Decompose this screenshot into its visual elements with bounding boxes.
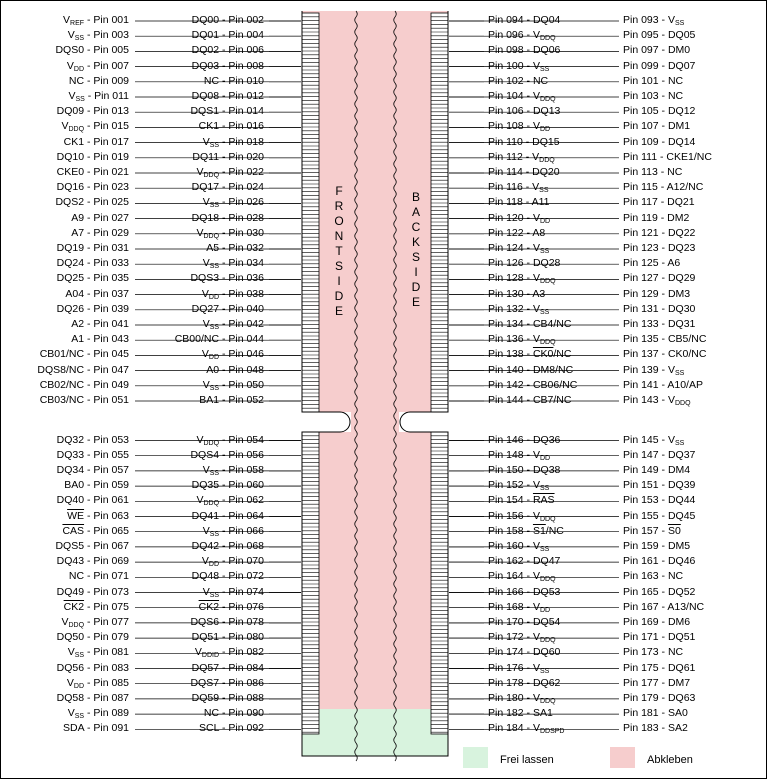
col3-pin-label: Pin 106 - DQ13 (488, 105, 561, 118)
side-label-letter: I (337, 274, 341, 288)
col3-pin-label: Pin $120 - V_{DD}$ (488, 211, 551, 225)
col3-pin-label: Pin 142 - CB06/NC (488, 378, 578, 391)
col4-pin-label: Pin 169 - DM6 (623, 615, 691, 628)
col4-pin-label: Pin 095 - DQ05 (623, 29, 696, 42)
col4-pin-label: Pin 153 - DQ44 (623, 494, 696, 507)
col1-pin-label: DQS5 - Pin 067 (55, 539, 129, 552)
col4-pin-label: Pin 123 - DQ23 (623, 242, 696, 254)
col3-pin-label: Pin $184 - V_{DDSPD}$ (488, 722, 565, 736)
col1-pin-label: DQ40 - Pin 061 (56, 494, 129, 507)
side-label-letter: F (335, 184, 343, 198)
col1-pin-label: $V_{DD}$ - Pin 007 (66, 59, 129, 73)
col2-pin-label: DQ01 - Pin 004 (191, 29, 264, 42)
col2-pin-label: DQ48 - Pin 072 (191, 570, 264, 583)
col3-pin-label: Pin $132 - V_{SS}$ (488, 302, 550, 316)
col2-pin-label: A0 - Pin 048 (206, 363, 264, 376)
col1-pin-label: DQS8/NC - Pin 047 (37, 363, 129, 376)
col2-pin-label: NC - Pin 090 (203, 707, 264, 720)
col2-pin-label: $V_{SS}$ - Pin 042 (202, 318, 264, 331)
col1-pin-label: DQ19 - Pin 031 (56, 242, 129, 254)
col2-pin-label: $V_{DDQ}$ - Pin 022 (196, 166, 264, 179)
col4-pin-label: Pin 183 - SA2 (623, 722, 688, 735)
col3-pin-label: Pin $172 - V_{DDQ}$ (488, 631, 556, 645)
col4-pin-label: Pin 133 - DQ31 (623, 318, 696, 330)
col2-pin-label: DQ35 - Pin 060 (191, 479, 264, 492)
col1-pin-label: DQ43 - Pin 069 (56, 555, 129, 568)
col4-pin-label: Pin 121 - DQ22 (623, 226, 696, 239)
free-area (302, 709, 448, 756)
col3-pin-label: Pin $108 - V_{DD}$ (488, 120, 551, 134)
col2-pin-label: $V_{SS}$ - Pin 066 (202, 524, 264, 538)
right-pin-contacts (431, 13, 448, 734)
col3-pin-label: Pin $168 - V_{DD}$ (488, 600, 551, 614)
col1-pin-label: NC - Pin 071 (68, 570, 129, 583)
col4-pin-label: Pin 107 - DM1 (623, 120, 691, 133)
col1-pin-label: DQ58 - Pin 087 (56, 691, 129, 704)
col1-pin-label: NC - Pin 009 (68, 74, 129, 87)
col2-pin-label: DQ41 - Pin 064 (191, 509, 264, 522)
col4-pin-label: Pin 113 - NC (623, 166, 683, 178)
col2-pin-label: CB00/NC - Pin 044 (174, 333, 264, 346)
col1-pin-label: DQ56 - Pin 083 (56, 661, 129, 674)
col1-pin-label: CB01/NC - Pin 045 (39, 348, 129, 361)
col2-pin-label: DQS3 - Pin 036 (190, 272, 264, 285)
col4-pin-label: Pin 165 - DQ52 (623, 585, 696, 598)
col3-pin-label: Pin 182 - SA1 (488, 707, 553, 720)
col4-pin-label: Pin 155 - DQ45 (623, 509, 696, 522)
col2-pin-label: DQS7 - Pin 086 (190, 676, 264, 689)
col1-pin-label: $V_{SS}$ - Pin 081 (67, 646, 129, 660)
col4-pin-label: Pin $143 - V_{DDQ}$ (623, 394, 691, 407)
col2-pin-label: $V_{SS}$ - Pin 026 (202, 196, 264, 210)
col4-pin-label: Pin 131 - DQ30 (623, 302, 696, 315)
col4-pin-label: Pin 173 - NC (623, 646, 684, 659)
col1-pin-label: DQS0 - Pin 005 (55, 44, 129, 57)
left-pin-contacts (302, 13, 319, 734)
side-label-letter: A (411, 205, 421, 219)
col2-pin-label: DQ02 - Pin 006 (191, 44, 264, 57)
col1-pin-label: CK2 - Pin 075 (63, 600, 129, 613)
col4-pin-label: Pin 141 - A10/AP (623, 378, 703, 391)
col1-pin-label: A9 - Pin 027 (71, 211, 129, 224)
col1-pin-label: A1 - Pin 043 (71, 333, 129, 346)
col2-pin-label: DQS4 - Pin 056 (190, 448, 264, 461)
legend-label-free: Frei lassen (500, 754, 554, 766)
col4-pin-label: Pin 127 - DQ29 (623, 272, 696, 285)
col3-pin-label: Pin $154 - \overline{RAS}$ (488, 494, 555, 507)
col4-pin-label: Pin 177 - DM7 (623, 676, 691, 689)
col3-pin-label: Pin $176 - V_{SS}$ (488, 661, 550, 675)
col2-pin-label: DQ42 - Pin 068 (191, 539, 264, 552)
side-label-letter: B (411, 190, 421, 204)
col1-pin-label: A7 - Pin 029 (71, 226, 129, 239)
legend-swatch-free (463, 747, 488, 768)
col3-pin-label: Pin $096 - V_{DDQ}$ (488, 29, 556, 43)
col1-pin-label: DQ26 - Pin 039 (56, 302, 129, 315)
col3-pin-label: Pin $116 - V_{SS}$ (488, 181, 549, 195)
col4-pin-label: Pin 105 - DQ12 (623, 105, 696, 118)
left-notch-cutout (301, 412, 351, 432)
col3-pin-label: Pin 118 - A11 (488, 196, 550, 209)
side-label-letter: S (411, 250, 421, 264)
col1-pin-label: SDA - Pin 091 (63, 722, 129, 735)
legend-label-tape: Abkleben (647, 754, 693, 766)
side-label-letter: C (411, 220, 421, 234)
col2-pin-label: DQ03 - Pin 008 (191, 59, 264, 72)
col3-pin-label: Pin $148 - V_{DD}$ (488, 448, 551, 462)
col4-pin-label: Pin 135 - CB5/NC (623, 333, 707, 346)
col1-pin-label: DQS2 - Pin 025 (55, 196, 129, 209)
right-notch-cutout (399, 412, 449, 432)
col4-pin-label: Pin 137 - CK0/NC (623, 348, 707, 361)
col3-pin-label: Pin 138 - CK0/NC (488, 348, 572, 361)
col4-pin-label: Pin 111 - CKE1/NC (623, 150, 712, 163)
col2-pin-label: DQS1 - Pin 014 (190, 105, 264, 118)
col2-pin-label: $V_{SS}$ - Pin 074 (202, 585, 264, 599)
side-label-letter: N (334, 229, 344, 243)
col4-pin-label: Pin 167 - A13/NC (623, 600, 705, 613)
left-pin-strip (302, 13, 319, 412)
col1-pin-label: CB03/NC - Pin 051 (39, 394, 129, 406)
col2-pin-label: $V_{DDQ}$ - Pin 062 (196, 494, 264, 508)
col4-pin-label: Pin 161 - DQ46 (623, 555, 696, 568)
col2-pin-label: SCL - Pin 092 (199, 722, 264, 735)
col1-pin-label: A2 - Pin 041 (71, 318, 129, 330)
col3-pin-label: Pin 140 - DM8/NC (488, 363, 574, 376)
col4-pin-label: Pin 097 - DM0 (623, 44, 691, 57)
col2-pin-label: $V_{DD}$ - Pin 070 (201, 555, 264, 569)
col3-pin-label: Pin $100 - V_{SS}$ (488, 59, 550, 73)
col1-pin-label: BA0 - Pin 059 (64, 479, 129, 492)
col4-pin-label: Pin 147 - DQ37 (623, 448, 696, 461)
side-label-letter: R (334, 199, 344, 213)
col2-pin-label: DQ08 - Pin 012 (191, 90, 264, 102)
col4-pin-label: Pin 129 - DM3 (623, 287, 691, 300)
col2-pin-label: $V_{DDQ}$ - Pin 030 (196, 226, 264, 240)
col3-pin-label: Pin $136 - V_{DDQ}$ (488, 333, 556, 347)
col1-pin-label: $V_{DDQ}$ - Pin 077 (61, 615, 129, 629)
col4-pin-label: Pin 159 - DM5 (623, 539, 691, 552)
side-label-letter: K (411, 235, 421, 249)
col2-pin-label: $V_{DDQ}$ - Pin 054 (196, 433, 264, 447)
col1-pin-label: $V_{SS}$ - Pin 011 (68, 90, 129, 103)
tape-area (302, 11, 448, 709)
col1-pin-label: DQ50 - Pin 079 (56, 631, 129, 644)
col2-pin-label: CK1 - Pin 016 (198, 120, 264, 133)
col1-pin-label: DQ09 - Pin 013 (56, 105, 129, 118)
col3-pin-label: Pin 170 - DQ54 (488, 615, 561, 628)
col4-pin-label: Pin $093 - V_{SS}$ (623, 14, 685, 27)
col3-pin-label: Pin 114 - DQ20 (488, 166, 560, 178)
col3-pin-label: Pin 130 - A3 (488, 287, 546, 300)
col3-pin-label: Pin 158 - S1/NC (488, 524, 564, 537)
col2-pin-label: A5 - Pin 032 (206, 242, 264, 254)
col2-pin-label: DQ57 - Pin 084 (191, 661, 264, 674)
col3-pin-label: Pin 166 - DQ53 (488, 585, 561, 598)
col1-pin-label: $V_{DDQ}$ - Pin 015 (61, 120, 129, 134)
col3-pin-label: Pin $104 - V_{DDQ}$ (488, 90, 556, 103)
col3-pin-label: Pin 174 - DQ60 (488, 646, 561, 659)
col3-pin-label: Pin 094 - DQ04 (488, 14, 561, 26)
col3-pin-label: Pin 146 - DQ36 (488, 433, 561, 446)
col1-pin-label: $V_{REF}$ - Pin 001 (63, 14, 129, 27)
col2-pin-label: DQ27 - Pin 040 (191, 302, 264, 315)
col1-pin-label: DQ49 - Pin 073 (56, 585, 129, 598)
col3-pin-label: Pin 150 - DQ38 (488, 463, 561, 476)
right-pin-strip (431, 432, 448, 734)
col4-pin-label: Pin 175 - DQ61 (623, 661, 696, 674)
col1-pin-label: $\overline{WE}$ - Pin 063 (67, 509, 129, 522)
col3-pin-label: Pin $160 - V_{SS}$ (488, 539, 550, 553)
col4-pin-label: Pin 149 - DM4 (623, 463, 691, 476)
col1-pin-label: DQ33 - Pin 055 (56, 448, 129, 461)
side-label-letter: E (334, 304, 344, 318)
col2-pin-label: DQ00 - Pin 002 (191, 14, 264, 26)
col4-pin-label: Pin 101 - NC (623, 74, 684, 87)
col2-pin-label: NC - Pin 010 (203, 74, 264, 87)
col1-pin-label: CKE0 - Pin 021 (56, 166, 129, 178)
col1-pin-label: $V_{DD}$ - Pin 085 (66, 676, 129, 690)
col2-pin-label: $V_{SS}$ - Pin 018 (202, 135, 264, 149)
side-label-letter: D (411, 280, 421, 294)
col1-pin-label: $V_{SS}$ - Pin 003 (67, 29, 129, 43)
col4-pin-label: Pin 109 - DQ14 (623, 135, 696, 148)
col3-pin-label: Pin 178 - DQ62 (488, 676, 561, 689)
col3-pin-label: Pin 134 - CB4/NC (488, 318, 572, 330)
col3-pin-label: Pin $112 - V_{DDQ}$ (488, 150, 555, 164)
col2-pin-label: $V_{SS}$ - Pin 034 (202, 257, 264, 271)
side-label-letter: O (334, 214, 344, 228)
col3-pin-label: Pin 102 - NC (488, 74, 549, 87)
col1-pin-label: $V_{SS}$ - Pin 089 (67, 707, 129, 721)
col4-pin-label: Pin 119 - DM2 (623, 211, 690, 224)
col4-pin-label: Pin 181 - SA0 (623, 707, 688, 720)
col1-pin-label: DQ16 - Pin 023 (56, 181, 129, 194)
col4-pin-label: Pin 163 - NC (623, 570, 684, 583)
col2-pin-label: DQ17 - Pin 024 (191, 181, 264, 194)
col2-pin-label: DQ59 - Pin 088 (191, 691, 264, 704)
legend-swatch-tape (610, 747, 635, 768)
col4-pin-label: Pin 099 - DQ07 (623, 59, 696, 72)
col2-pin-label: $V_{DD}$ - Pin 038 (201, 287, 264, 301)
col3-pin-label: Pin $128 - V_{DDQ}$ (488, 272, 556, 286)
col3-pin-label: Pin 122 - A8 (488, 226, 546, 239)
col1-pin-label: DQ10 - Pin 019 (56, 150, 129, 163)
col4-pin-label: Pin 179 - DQ63 (623, 691, 696, 704)
col3-pin-label: Pin 126 - DQ28 (488, 257, 561, 270)
col3-pin-label: Pin 144 - CB7/NC (488, 394, 572, 406)
side-label-letter: T (335, 244, 343, 258)
side-label-letter: E (411, 295, 421, 309)
col3-pin-label: Pin $156 - V_{DDQ}$ (488, 509, 556, 523)
left-pin-strip (302, 432, 319, 734)
col1-pin-label: DQ32 - Pin 053 (56, 433, 129, 446)
col3-pin-label: Pin $124 - V_{SS}$ (488, 242, 550, 255)
col1-pin-label: A04 - Pin 037 (65, 287, 129, 300)
col2-pin-label: DQS6 - Pin 078 (190, 615, 264, 628)
col4-pin-label: Pin 125 - A6 (623, 257, 681, 270)
side-label-letter: S (334, 259, 344, 273)
side-label-letter: I (414, 265, 418, 279)
right-pin-strip (431, 13, 448, 412)
col4-pin-label: Pin 117 - DQ21 (623, 196, 695, 209)
col1-pin-label: CK1 - Pin 017 (63, 135, 129, 148)
col1-pin-label: CB02/NC - Pin 049 (39, 378, 129, 391)
col1-pin-label: DQ24 - Pin 033 (56, 257, 129, 270)
side-label-letter: D (334, 289, 344, 303)
col3-pin-label: Pin 110 - DQ15 (488, 135, 560, 148)
col2-pin-label: DQ51 - Pin 080 (191, 631, 264, 644)
col4-pin-label: Pin 103 - NC (623, 90, 684, 102)
col3-pin-label: Pin $180 - V_{DDQ}$ (488, 691, 556, 705)
col1-pin-label: DQ25 - Pin 035 (56, 272, 129, 285)
col2-pin-label: $V_{DDID}$ - Pin 082 (194, 646, 264, 660)
col4-pin-label: Pin 171 - DQ51 (623, 631, 696, 644)
col2-pin-label: $V_{SS}$ - Pin 058 (202, 463, 264, 477)
col2-pin-label: $V_{DD}$ - Pin 046 (201, 348, 264, 362)
col2-pin-label: $V_{SS}$ - Pin 050 (202, 378, 264, 392)
col2-pin-label: CK2 - Pin 076 (198, 600, 264, 613)
col4-pin-label: Pin $139 - V_{SS}$ (623, 363, 685, 377)
col2-pin-label: BA1 - Pin 052 (199, 394, 264, 406)
col1-pin-label: $\overline{CAS}$ - Pin 065 (62, 524, 129, 537)
col3-pin-label: Pin 098 - DQ06 (488, 44, 561, 57)
col2-pin-label: DQ11 - Pin 020 (192, 150, 264, 163)
col3-pin-label: Pin 162 - DQ47 (488, 555, 561, 568)
col1-pin-label: DQ34 - Pin 057 (56, 463, 129, 476)
col4-pin-label: Pin 157 - S0 (623, 524, 681, 537)
col4-pin-label: Pin 115 - A12/NC (623, 181, 704, 194)
col4-pin-label: Pin $145 - V_{SS}$ (623, 433, 685, 447)
col4-pin-label: Pin 151 - DQ39 (623, 479, 696, 492)
col3-pin-label: Pin $152 - V_{SS}$ (488, 479, 550, 493)
col3-pin-label: Pin $164 - V_{DDQ}$ (488, 570, 556, 584)
col2-pin-label: DQ18 - Pin 028 (191, 211, 264, 224)
